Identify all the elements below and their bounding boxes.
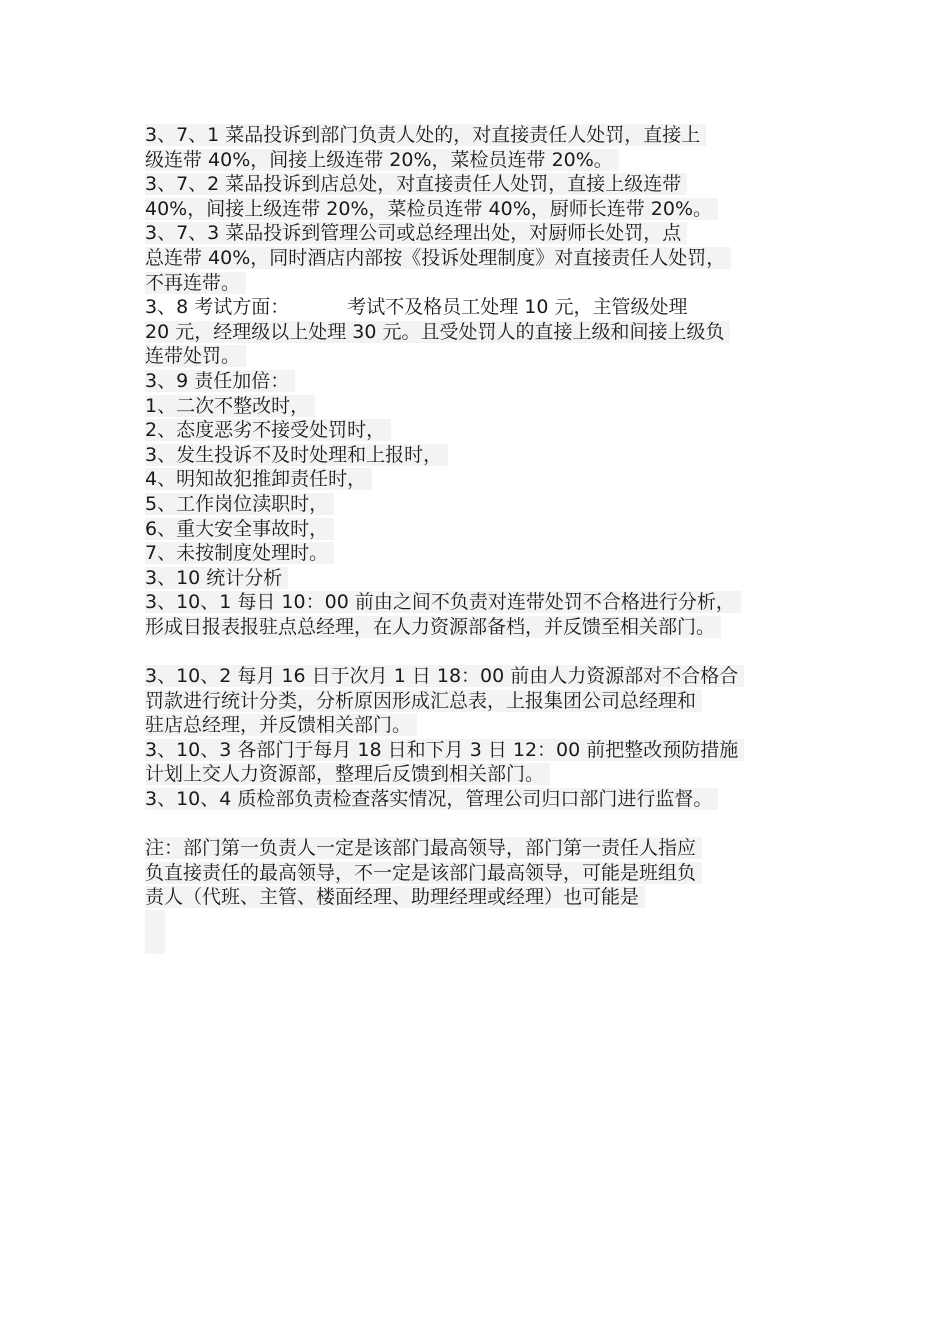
section-3-9-item: 4、明知故犯推卸责任时， [145,467,835,492]
section-3-8-line-1 [145,295,835,320]
document-body [145,123,835,954]
section-3-7-3-line-2: 总连带 40%，同时酒店内部按《投诉处理制度》对直接责任人处罚， [145,246,835,271]
section-3-7-3-line-3: 不再连带。 [145,271,835,296]
section-3-10-1-line-1: 3、10、1 每日 10：00 前由之间不负责对连带处罚不合格进行分析， [145,590,835,615]
section-3-10-1-line-2: 形成日报表报驻点总经理，在人力资源部备档，并反馈至相关部门。 [145,615,835,640]
note-line-1: 注：部门第一负责人一定是该部门最高领导，部门第一责任人指应 [145,836,835,861]
section-3-8-label: 3、8 考试方面： [145,296,290,319]
section-3-10-2-line-1: 3、10、2 每月 16 日于次月 1 日 18：00 前由人力资源部对不合格合 [145,664,835,689]
note-line-3: 责人（代班、主管、楼面经理、助理经理或经理）也可能是 [145,885,835,910]
section-3-8-line-2: 20 元，经理级以上处理 30 元。且受处罚人的直接上级和间接上级负 [145,320,835,345]
section-3-7-2-line-2: 40%，间接上级连带 20%，菜检员连带 40%，厨师长连带 20%。 [145,197,835,222]
section-3-10-3-line-1: 3、10、3 各部门于每月 18 日和下月 3 日 12：00 前把整改预防措施 [145,738,835,763]
note-line-2: 负直接责任的最高领导，不一定是该部门最高领导，可能是班组负 [145,861,835,886]
section-3-9-item: 7、未按制度处理时。 [145,541,835,566]
section-3-7-3-line-1: 3、7、3 菜品投诉到管理公司或总经理出处，对厨师长处罚，点 [145,221,835,246]
section-3-10-4-line-1: 3、10、4 质检部负责检查落实情况，管理公司归口部门进行监督。 [145,787,835,812]
highlight-stub [145,910,165,954]
section-3-9-item: 1、二次不整改时， [145,394,835,419]
section-3-10-2-line-3: 驻店总经理，并反馈相关部门。 [145,713,835,738]
paragraph-gap [145,639,835,664]
section-3-9-item: 6、重大安全事故时， [145,517,835,542]
section-3-9-title: 3、9 责任加倍： [145,369,835,394]
section-3-9-item: 2、态度恶劣不接受处罚时， [145,418,835,443]
section-3-7-1-line-2: 级连带 40%，间接上级连带 20%，菜检员连带 20%。 [145,148,835,173]
section-3-7-2-line-1: 3、7、2 菜品投诉到店总处，对直接责任人处罚，直接上级连带 [145,172,835,197]
section-3-7-1-line-1: 3、7、1 菜品投诉到部门负责人处的，对直接责任人处罚，直接上 [145,123,835,148]
section-3-10-title: 3、10 统计分析 [145,566,835,591]
section-3-9-item: 3、发生投诉不及时处理和上报时， [145,443,835,468]
section-3-10-2-line-2: 罚款进行统计分类，分析原因形成汇总表，上报集团公司总经理和 [145,689,835,714]
section-3-10-3-line-2: 计划上交人力资源部，整理后反馈到相关部门。 [145,762,835,787]
section-3-9-item: 5、工作岗位渎职时， [145,492,835,517]
section-3-8-text: 考试不及格员工处理 10 元，主管级处理 [347,296,688,319]
section-3-8-line-3: 连带处罚。 [145,344,835,369]
paragraph-gap [145,812,835,837]
